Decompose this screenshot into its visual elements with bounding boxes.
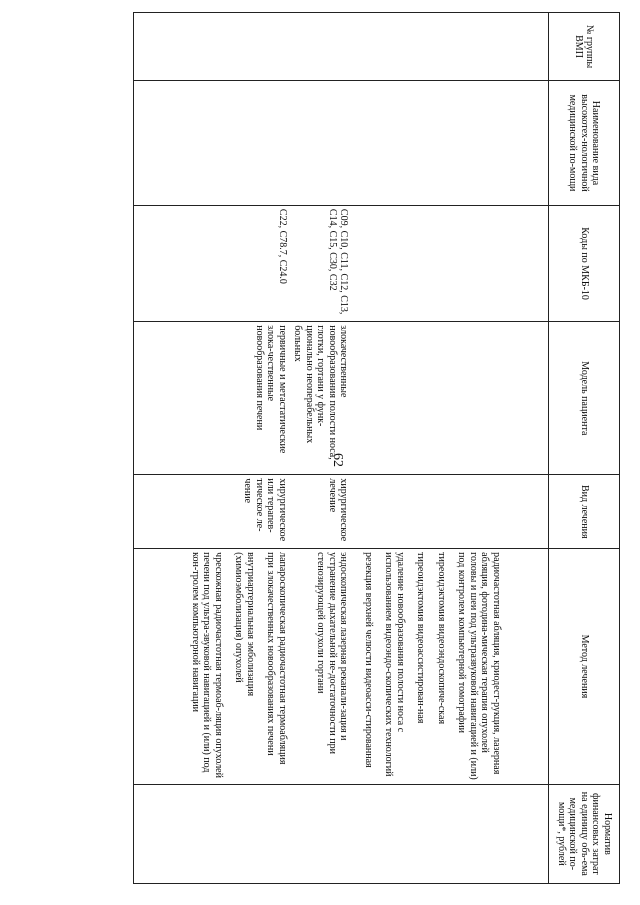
method-item: удаление новообразования полости носа с использованием видеоэндо-скопических технологий xyxy=(383,552,406,777)
method-item: радиочастотная абляция, криодест-рукция, лазерная абляция, фотодина-мическая терапия опухолей головы и шеи под ультразвуковой навигацией и (или) под контролем компьютерной томографии xyxy=(456,552,502,780)
method-item: резекция верхней челюсти видеоасси-стированная xyxy=(363,552,374,768)
method-item: внутриартериальная эмболизация (химиоэмболизация) опухолей xyxy=(233,552,256,697)
treatment-type-cell: хирургическое лечение xyxy=(290,475,352,549)
patient-model-cell: первичные и метастатические злока-чественные новообразования печени xyxy=(179,322,291,475)
header-treatment-type: Вид лечения xyxy=(549,475,620,549)
method-item: лапароскопическая радиочастотная термоабляция при злокачественных новообразованиях печени xyxy=(265,552,288,765)
method-item: чрескожная радиочастотная термоаб-ляция опухолей печени под ультра-звуковой навигацией и (или) под кон-тролем компьютерной навигации xyxy=(190,552,224,778)
treatment-method-cell xyxy=(179,549,291,784)
header-patient-model: Модель пациента xyxy=(549,322,620,475)
icd-codes-cell xyxy=(352,205,505,321)
icd-codes-cell: C22, C78.7, C24.0 xyxy=(179,205,291,321)
table-row xyxy=(134,13,179,884)
treatment-method-cell xyxy=(290,549,352,784)
table-row xyxy=(504,13,549,884)
treatment-type-cell: хирургическое или терапев-тическое ле-чение xyxy=(179,475,291,549)
header-group-no: № группы ВМП xyxy=(549,13,620,81)
method-item: эндоскопическая лазерная реканали-зация и устранение дыхательной не-достаточности при стенозирующей опухоли гортани xyxy=(315,552,350,754)
vmp-table xyxy=(134,12,621,884)
table-row xyxy=(352,13,505,884)
table-row xyxy=(179,13,291,884)
header-icd-codes: Коды по МКБ-10 xyxy=(549,205,620,321)
treatment-method-cell xyxy=(352,549,505,784)
method-item: тиреоидэктомия видеоассистирован-ная xyxy=(415,552,427,724)
table-row xyxy=(290,13,352,884)
page-number: 62 xyxy=(330,453,345,467)
header-treatment-method: Метод лечения xyxy=(549,549,620,784)
table-sheet xyxy=(52,12,620,884)
method-item: тиреоидэктомия видеоэндоскопиче-ская xyxy=(436,552,447,725)
icd-codes-cell: C09, C10, C11, C12, C13, C14, C15, C30, C32 xyxy=(290,205,352,321)
header-vmp-name: Наименование вида высокотех-нологичной медицинской по-мощи xyxy=(549,81,620,206)
patient-model-cell: злокачественные новообразования полости носа, глотки, гортани у функ-ционально неоперабельных больных xyxy=(290,322,352,475)
header-cost-norm: Норматив финансовых затрат на единицу объ-ема медицинской по-мощи*, рублей xyxy=(549,784,620,883)
treatment-type-cell xyxy=(352,475,505,549)
patient-model-cell xyxy=(352,322,505,475)
table-header-row xyxy=(549,13,620,884)
